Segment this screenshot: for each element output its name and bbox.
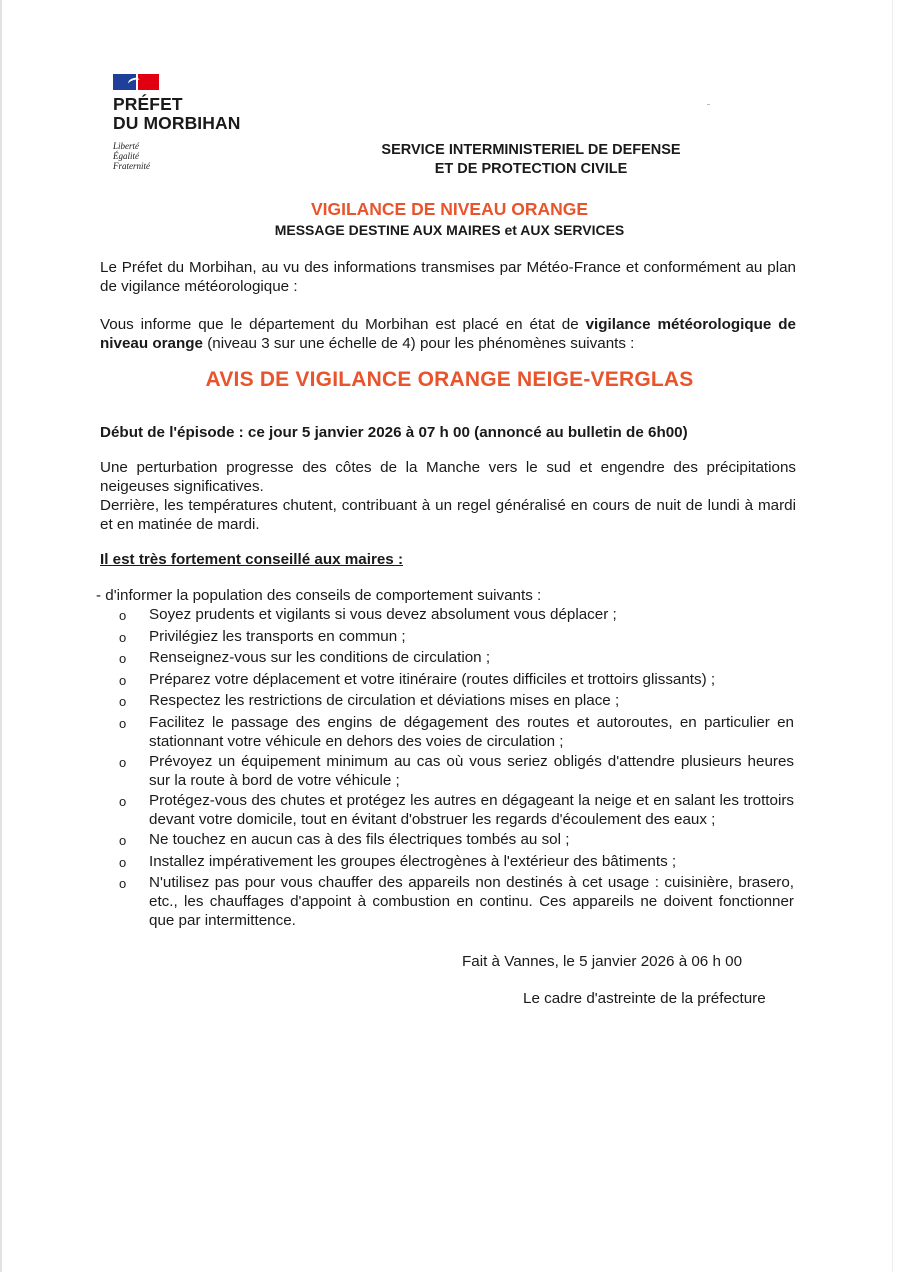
motto-egalite: Égalité xyxy=(113,151,139,161)
advice-text: Renseignez-vous sur les conditions de circulation ; xyxy=(149,649,491,667)
service-line-1: SERVICE INTERMINISTERIEL DE DEFENSE xyxy=(381,142,681,158)
state-text-bold: vigilance météorologique de niveau orange xyxy=(100,316,796,352)
list-item xyxy=(117,714,794,751)
advice-text: Respectez les restrictions de circulation et déviations mises en place ; xyxy=(149,692,620,710)
advice-text: Protégez-vous des chutes et protégez les autres en dégageant la neige et en salant les trottoirs devant votre domicile, tout en évitant d'obstruer les regards d'écoulement des eaux ; xyxy=(149,791,794,828)
avis-title: AVIS DE VIGILANCE ORANGE NEIGE-VERGLAS xyxy=(205,368,694,391)
state-text-before: Vous informe que le département du Morbihan est placé en état de xyxy=(100,316,586,333)
advice-intro: - d'informer la population des conseils de comportement suivants : xyxy=(96,587,542,604)
advice-text: Installez impérativement les groupes électrogènes à l'extérieur des bâtiments ; xyxy=(149,852,677,870)
bullet-icon: o xyxy=(119,672,127,688)
advice-heading: Il est très fortement conseillé aux maires : xyxy=(100,551,404,568)
state-paragraph xyxy=(100,316,796,353)
advice-text: Privilégiez les transports en commun ; xyxy=(149,627,406,645)
bullet-icon: o xyxy=(119,854,127,870)
bullet-icon: o xyxy=(119,694,127,710)
intro-paragraph: Le Préfet du Morbihan, au vu des informations transmises par Météo-France et conformément au plan de vigilance météorologique : xyxy=(100,259,796,295)
list-item xyxy=(117,692,794,712)
advice-list xyxy=(117,606,794,932)
bullet-icon: o xyxy=(119,629,127,645)
advice-text: Prévoyez un équipement minimum au cas où vous seriez obligés d'attendre plusieurs heures sur la route à bord de votre véhicule ; xyxy=(149,752,794,789)
bullet-icon: o xyxy=(119,832,127,848)
bullet-icon: o xyxy=(119,754,127,770)
motto-liberte: Liberté xyxy=(113,141,139,151)
list-item xyxy=(117,671,794,691)
vigilance-subtitle: MESSAGE DESTINE AUX MAIRES et AUX SERVICES xyxy=(274,222,625,238)
list-item xyxy=(117,874,794,930)
scan-edge-right xyxy=(892,0,893,1272)
advice-text: Ne touchez en aucun cas à des fils électriques tombés au sol ; xyxy=(149,830,570,848)
list-item xyxy=(117,649,794,669)
prefet-line-1: PRÉFET xyxy=(113,94,183,114)
list-item xyxy=(117,792,794,829)
service-line-2: ET DE PROTECTION CIVILE xyxy=(434,161,628,177)
bullet-icon: o xyxy=(119,876,127,892)
situation-paragraph-1: Une perturbation progresse des côtes de la Manche vers le sud et engendre des précipitations neigeuses significatives. xyxy=(100,459,796,495)
state-text-after: (niveau 3 sur une échelle de 4) pour les phénomènes suivants : xyxy=(202,334,635,352)
episode-start: Début de l'épisode : ce jour 5 janvier 2026 à 07 h 00 (annoncé au bulletin de 6h00) xyxy=(100,424,688,441)
service-name xyxy=(0,141,899,179)
list-item xyxy=(117,606,794,626)
advice-text: Facilitez le passage des engins de dégagement des routes et autoroutes, en particulier en stationnant votre véhicule en dehors des voies de circulation ; xyxy=(149,713,794,750)
scan-edge xyxy=(0,0,2,1272)
advice-text: Soyez prudents et vigilants si vous devez absolument vous déplacer ; xyxy=(149,606,617,623)
list-item xyxy=(117,628,794,648)
motto-fraternite: Fraternité xyxy=(113,161,150,171)
bullet-icon: o xyxy=(119,793,127,809)
signatory: Le cadre d'astreinte de la préfecture xyxy=(523,990,766,1007)
scan-speck xyxy=(707,104,710,105)
vigilance-title: VIGILANCE DE NIVEAU ORANGE xyxy=(310,199,589,219)
prefet-line-2: DU MORBIHAN xyxy=(113,113,241,133)
bullet-icon: o xyxy=(119,715,127,731)
advice-text: Préparez votre déplacement et votre itinéraire (routes difficiles et trottoirs glissants) ; xyxy=(149,670,716,688)
prefet-title xyxy=(113,95,240,133)
list-item xyxy=(117,831,794,851)
situation-paragraph-2: Derrière, les températures chutent, contribuant à un regel généralisé en cours de nuit de lundi à mardi et en matinée de mardi. xyxy=(100,497,796,533)
advice-text: N'utilisez pas pour vous chauffer des appareils non destinés à cet usage : cuisinière, brasero, etc., les chauffages d'appoint à combustion en continu. Ces appareils ne doivent fonctionner que par intermittence. xyxy=(149,874,794,929)
list-item xyxy=(117,853,794,873)
bullet-icon: o xyxy=(119,608,127,623)
place-and-date: Fait à Vannes, le 5 janvier 2026 à 06 h 00 xyxy=(462,953,743,970)
marianne-flag-icon xyxy=(113,72,240,90)
bullet-icon: o xyxy=(119,651,127,667)
list-item xyxy=(117,753,794,790)
